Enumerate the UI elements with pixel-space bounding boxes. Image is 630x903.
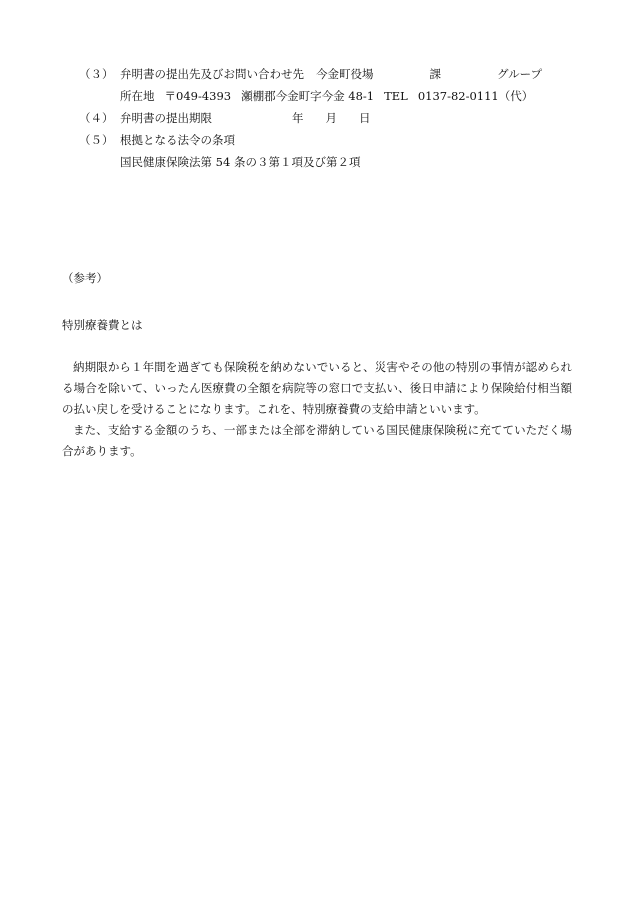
group-label: グループ [497,67,543,81]
address-label: 所在地 [120,89,155,103]
paragraph-2: また、支給する金額のうち、一部または全部を滞納している国民健康保険税に充てていただく場合があります。 [62,423,572,458]
item-number-4: （４） [79,111,114,125]
postal-code: 〒049-4393 [164,89,232,103]
section-heading: 特別療養費とは [62,318,143,332]
office-name: 今金町役場 [316,67,374,81]
reference-label: （参考） [62,271,108,285]
section-label: 課 [429,67,441,81]
item-4-row [120,111,371,125]
item-3-row [120,67,542,81]
deadline-month: 月 [325,111,337,125]
deadline-day: 日 [359,111,371,125]
item-3-label: 弁明書の提出先及びお問い合わせ先 [120,67,304,81]
tel-number: 0137-82-0111（代） [417,89,534,103]
item-number-3: （３） [79,67,114,81]
deadline-year: 年 [292,111,304,125]
item-4-label: 弁明書の提出期限 [120,111,212,125]
tel-label: TEL [384,89,408,103]
item-number-5: （５） [79,133,114,147]
item-5-label: 根拠となる法令の条項 [120,133,235,147]
paragraph-1: 納期限から１年間を過ぎても保険税を納めないでいると、災害やその他の特別の事情が認められる場合を除いて、いったん医療費の全額を病院等の窓口で支払い、後日申請により保険給付相当額の払い戻しを受けることになります。これを、特別療養費の支給申請といいます。 [62,360,572,416]
legal-basis: 国民健康保険法第 54 条の３第１項及び第２項 [120,155,361,169]
address-row [120,89,533,103]
address-text: 瀬棚郡今金町字今金 48-1 [241,89,375,103]
